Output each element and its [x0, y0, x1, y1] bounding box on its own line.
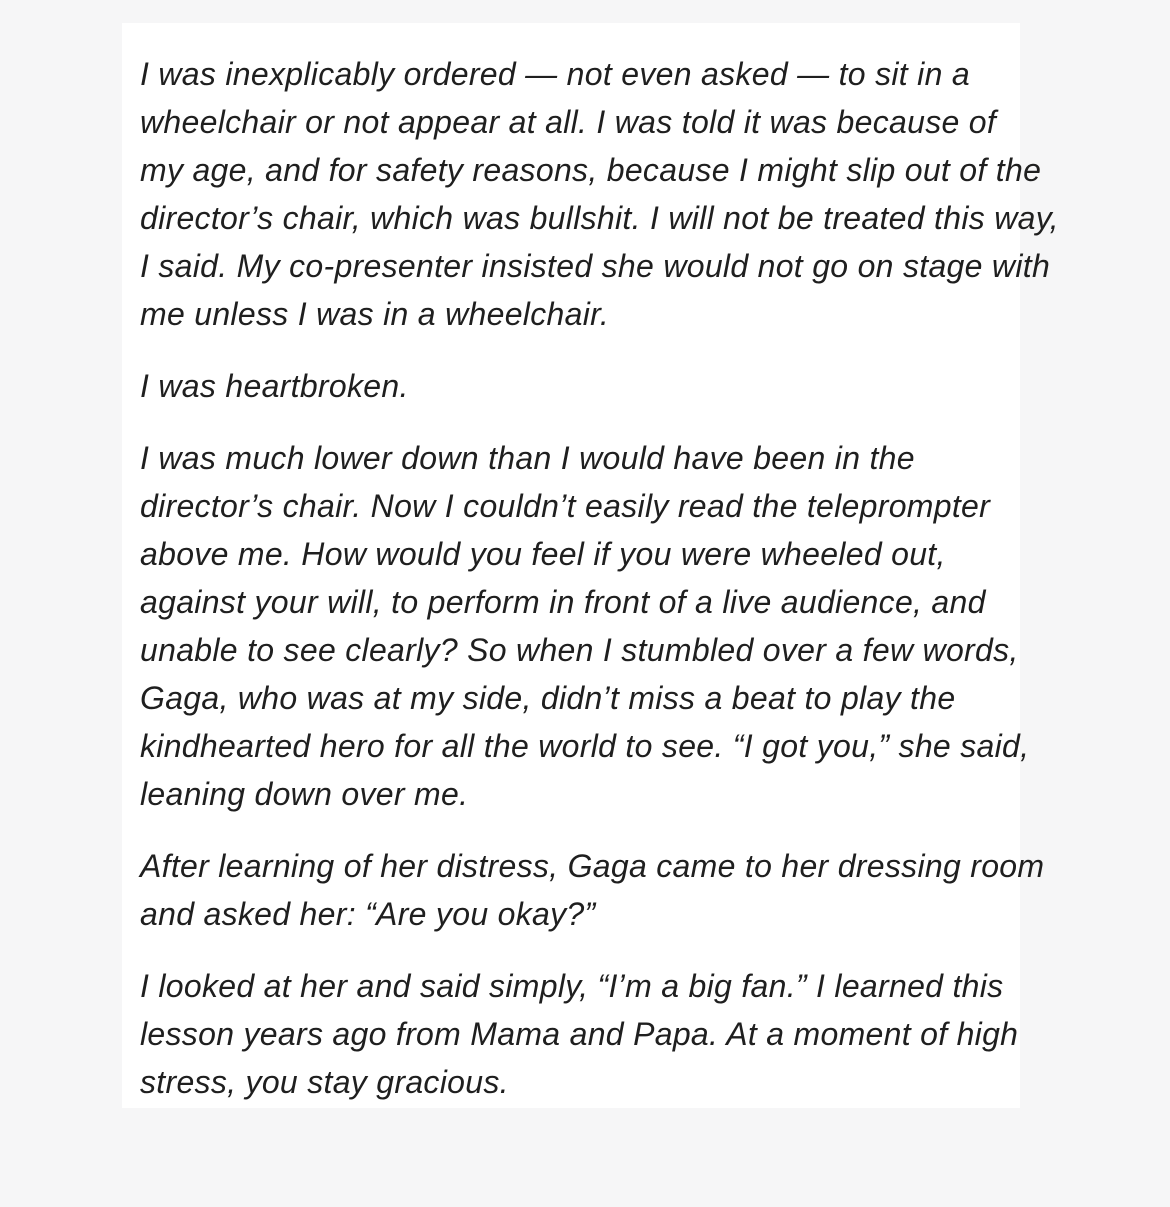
text-line: my age, and for safety reasons, because I might slip out of the	[140, 152, 1042, 188]
paragraph-teleprompter	[140, 434, 1030, 818]
text-line: above me. How would you feel if you were wheeled out,	[140, 536, 946, 572]
text-line: I was inexplicably ordered — not even asked — to sit in a	[140, 56, 970, 92]
paragraph-big-fan	[140, 962, 1020, 1106]
text-line: I said. My co-presenter insisted she would not go on stage with	[140, 248, 1051, 284]
text-line: director’s chair, which was bullshit. I will not be treated this way,	[140, 200, 1059, 236]
document-card	[122, 23, 1059, 1108]
text-line: I was heartbroken.	[140, 368, 409, 404]
paragraph-wheelchair-order	[140, 50, 1059, 338]
text-line: leaning down over me.	[140, 776, 469, 812]
text-line: wheelchair or not appear at all. I was told it was because of	[140, 104, 997, 140]
text-line: unable to see clearly? So when I stumbled over a few words,	[140, 632, 1019, 668]
text-line: After learning of her distress, Gaga came to her dressing room	[140, 848, 1045, 884]
text-line: I was much lower down than I would have been in the	[140, 440, 915, 476]
text-line: kindhearted hero for all the world to see. “I got you,” she said,	[140, 728, 1030, 764]
text-line: Gaga, who was at my side, didn’t miss a beat to play the	[140, 680, 956, 716]
paragraph-dressing-room	[140, 842, 1045, 938]
document-body	[140, 50, 1059, 1106]
text-line: director’s chair. Now I couldn’t easily read the teleprompter	[140, 488, 991, 524]
paragraph-heartbroken	[140, 362, 1020, 410]
text-line: I looked at her and said simply, “I’m a big fan.” I learned this	[140, 968, 1004, 1004]
text-line: me unless I was in a wheelchair.	[140, 296, 610, 332]
text-line: lesson years ago from Mama and Papa. At a moment of high	[140, 1016, 1019, 1052]
text-line: and asked her: “Are you okay?”	[140, 896, 596, 932]
text-line: against your will, to perform in front of a live audience, and	[140, 584, 986, 620]
text-line: stress, you stay gracious.	[140, 1064, 509, 1100]
